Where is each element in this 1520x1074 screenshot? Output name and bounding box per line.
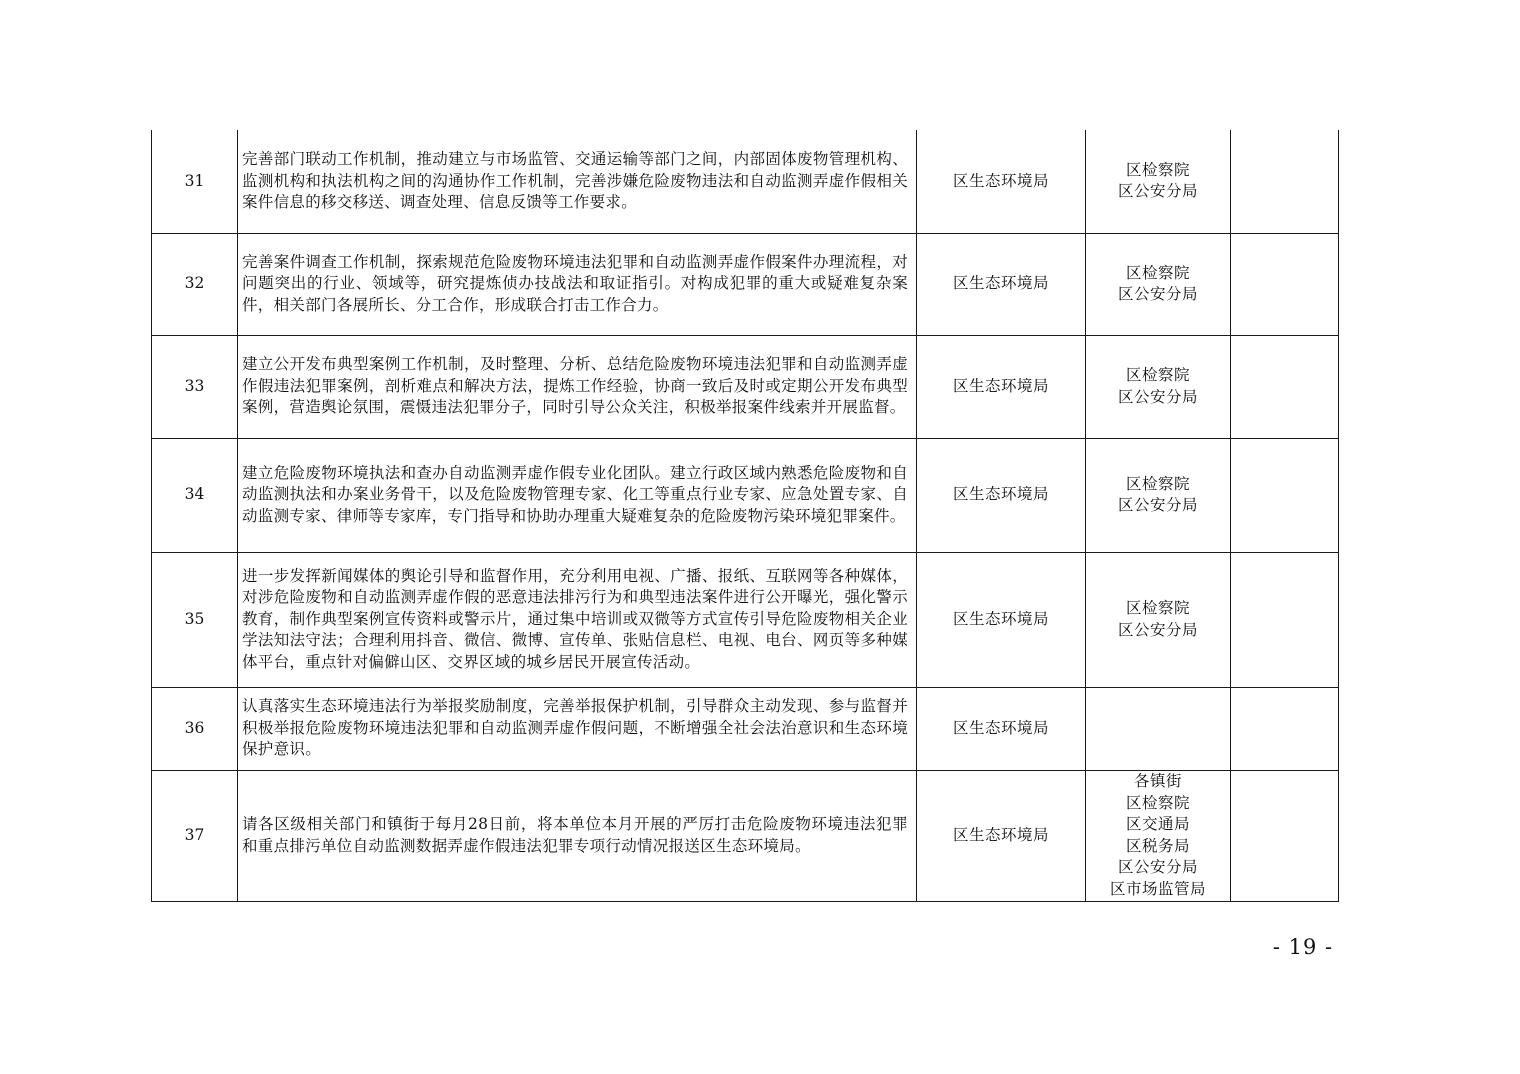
task-description: 认真落实生态环境违法行为举报奖励制度，完善举报保护机制，引导群众主动发现、参与监督并积极举报危险废物环境违法犯罪和自动监测弄虚作假问题，不断增强全社会法治意识和生态环境保护意识。: [238, 687, 917, 770]
remarks-cell: [1231, 335, 1339, 438]
lead-department: 区生态环境局: [917, 335, 1086, 438]
remarks-cell: [1231, 233, 1339, 335]
task-description: 建立公开发布典型案例工作机制，及时整理、分析、总结危险废物环境违法犯罪和自动监测弄虚作假违法犯罪案例，剖析难点和解决方法，提炼工作经验，协商一致后及时或定期公开发布典型案例，营造舆论氛围，震慑违法犯罪分子，同时引导公众关注，积极举报案件线索并开展监督。: [238, 335, 917, 438]
cooperating-department: 区检察院: [1125, 160, 1190, 179]
cooperating-department: 区检察院: [1125, 599, 1190, 617]
task-description: 完善部门联动工作机制，推动建立与市场监管、交通运输等部门之间，内部固体废物管理机构、监测机构和执法机构之间的沟通协作工作机制，完善涉嫌危险废物违法和自动监测弄虚作假相关案件信息的移交移送、调查处理、信息反馈等工作要求。: [238, 130, 917, 233]
cooperating-department: 区市场监管局: [1109, 879, 1206, 898]
cooperating-department: 区交通局: [1125, 815, 1190, 833]
task-description: 进一步发挥新闻媒体的舆论引导和监督作用，充分利用电视、广播、报纸、互联网等各种媒体，对涉危险废物和自动监测弄虚作假的恶意违法排污行为和典型违法案件进行公开曝光，强化警示教育，制作典型案例宣传资料或警示片，通过集中培训或双微等方式宣传引导危险废物相关企业学法知法守法；合理利用抖音、微信、微博、宣传单、张贴信息栏、电视、电台、网页等多种媒体平台，重点针对偏僻山区、交界区域的城乡居民开展宣传活动。: [238, 552, 917, 687]
lead-department: 区生态环境局: [917, 687, 1086, 770]
cooperating-departments: [1086, 770, 1231, 901]
cooperating-department: 区检察院: [1125, 263, 1190, 282]
remarks-cell: [1231, 687, 1339, 770]
row-number: 33: [152, 335, 238, 438]
cooperating-department: 区公安分局: [1117, 285, 1198, 303]
cooperating-departments: [1086, 335, 1231, 438]
remarks-cell: [1231, 770, 1339, 901]
cooperating-department: 各镇街: [1133, 772, 1182, 790]
row-number: 37: [152, 770, 238, 901]
cooperating-departments: [1086, 130, 1231, 233]
lead-department: 区生态环境局: [917, 770, 1086, 901]
cooperating-department: 区公安分局: [1117, 496, 1198, 514]
task-description: 建立危险废物环境执法和查办自动监测弄虚作假专业化团队。建立行政区域内熟悉危险废物和自动监测执法和办案业务骨干，以及危险废物管理专家、化工等重点行业专家、应急处置专家、自动监测专家、律师等专家库，专门指导和协助办理重大疑难复杂的危险废物污染环境犯罪案件。: [238, 438, 917, 552]
task-table: [151, 130, 1339, 902]
cooperating-departments: [1086, 233, 1231, 335]
cooperating-department: 区公安分局: [1117, 387, 1198, 406]
lead-department: 区生态环境局: [917, 233, 1086, 335]
table-row: [152, 233, 1339, 335]
lead-department: 区生态环境局: [917, 130, 1086, 233]
cooperating-department: 区检察院: [1125, 474, 1190, 493]
page-number: - 19 -: [1272, 935, 1334, 959]
task-description: 完善案件调查工作机制，探索规范危险废物环境违法犯罪和自动监测弄虚作假案件办理流程，对问题突出的行业、领域等，研究提炼侦办技战法和取证指引。对构成犯罪的重大或疑难复杂案件，相关部门各展所长、分工合作，形成联合打击工作合力。: [238, 233, 917, 335]
cooperating-department: 区检察院: [1125, 366, 1190, 384]
lead-department: 区生态环境局: [917, 552, 1086, 687]
remarks-cell: [1231, 130, 1339, 233]
table-row: [152, 438, 1339, 552]
row-number: 34: [152, 438, 238, 552]
cooperating-department: 区税务局: [1125, 836, 1190, 855]
lead-department: 区生态环境局: [917, 438, 1086, 552]
row-number: 32: [152, 233, 238, 335]
cooperating-department: 区公安分局: [1117, 620, 1198, 639]
row-number: 35: [152, 552, 238, 687]
cooperating-departments: [1086, 687, 1231, 770]
cooperating-department: 区检察院: [1125, 793, 1190, 812]
row-number: 31: [152, 130, 238, 233]
table-row: [152, 770, 1339, 901]
remarks-cell: [1231, 438, 1339, 552]
row-number: 36: [152, 687, 238, 770]
table-row: [152, 552, 1339, 687]
table-row: [152, 335, 1339, 438]
cooperating-departments: [1086, 552, 1231, 687]
table-row: [152, 130, 1339, 233]
cooperating-department: 区公安分局: [1117, 182, 1198, 201]
task-description: 请各区级相关部门和镇街于每月28日前，将本单位本月开展的严厉打击危险废物环境违法犯罪和重点排污单位自动监测数据弄虚作假违法犯罪专项行动情况报送区生态环境局。: [238, 770, 917, 901]
table-row: [152, 687, 1339, 770]
cooperating-departments: [1086, 438, 1231, 552]
remarks-cell: [1231, 552, 1339, 687]
cooperating-department: 区公安分局: [1117, 858, 1198, 876]
